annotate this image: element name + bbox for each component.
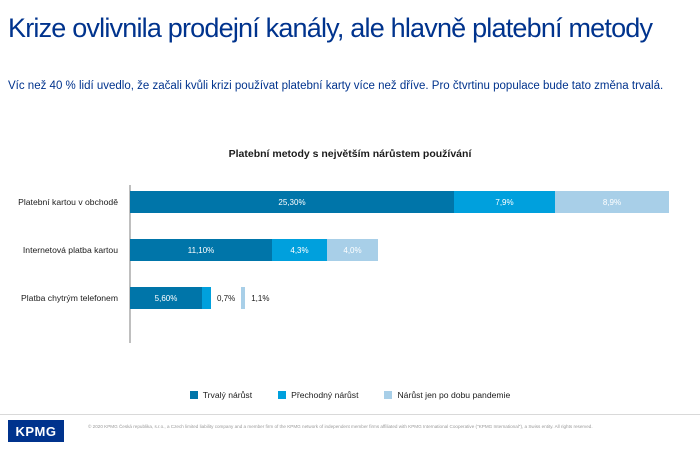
bar-segment-prechodny[interactable]: 7,9%	[454, 191, 555, 213]
legend-swatch-icon	[278, 391, 286, 399]
kpmg-logo: KPMG	[8, 420, 64, 442]
chart-plot-area	[0, 185, 700, 345]
chart-title: Platební metody s největším nárůstem používání	[228, 148, 472, 160]
category-label: Platba chytrým telefonem	[21, 293, 118, 303]
page-title: Krize ovlivnila prodejní kanály, ale hlavně platební metody	[8, 13, 653, 43]
legend-label: Přechodný nárůst	[291, 390, 359, 400]
bar-label-pandemie: 1,1%	[251, 293, 270, 303]
table-row	[0, 189, 700, 215]
legend-swatch-icon	[384, 391, 392, 399]
bar-segment-pandemie[interactable]: 4,0%	[327, 239, 378, 261]
bar-segment-pandemie[interactable]	[241, 287, 245, 309]
footer-disclaimer: © 2020 KPMG Česká republika, s.r.o., a Czech limited liability company and a member firm of the KPMG network of independent member firms affiliated with KPMG International Cooperative ("KPMG International"), a Swiss entity. All rights reserved.	[88, 424, 593, 429]
bar-segment-pandemie[interactable]: 8,9%	[555, 191, 669, 213]
bar-segment-trvaly[interactable]: 11,10%	[130, 239, 272, 261]
category-label: Platební kartou v obchodě	[18, 197, 118, 207]
table-row	[0, 285, 700, 311]
category-label: Internetová platba kartou	[22, 245, 118, 255]
bar-segment-prechodny[interactable]	[202, 287, 211, 309]
bar-group	[130, 287, 269, 309]
legend-label: Trvalý nárůst	[202, 390, 253, 400]
bar-group	[130, 239, 378, 261]
bar-segment-trvaly[interactable]: 25,30%	[130, 191, 454, 213]
bar-label-prechodny: 0,7%	[217, 293, 236, 303]
footer-divider	[0, 414, 700, 415]
legend-swatch-icon	[190, 391, 198, 399]
table-row	[0, 237, 700, 263]
bar-segment-prechodny[interactable]: 4,3%	[272, 239, 327, 261]
legend-item-pandemie[interactable]	[384, 390, 510, 400]
legend-item-prechodny[interactable]	[278, 390, 358, 400]
legend-label: Nárůst jen po dobu pandemie	[397, 390, 511, 400]
legend-item-trvaly[interactable]	[190, 390, 252, 400]
subtitle-text: Víc než 40 % lidí uvedlo, že začali kvůli krizi používat platební karty více než dříve. Pro čtvrtinu populace bude tato změna trvalá.	[8, 80, 664, 92]
bar-group	[130, 191, 669, 213]
chart-legend	[0, 390, 700, 400]
chart-container	[0, 140, 700, 390]
bar-segment-trvaly[interactable]: 5,60%	[130, 287, 202, 309]
